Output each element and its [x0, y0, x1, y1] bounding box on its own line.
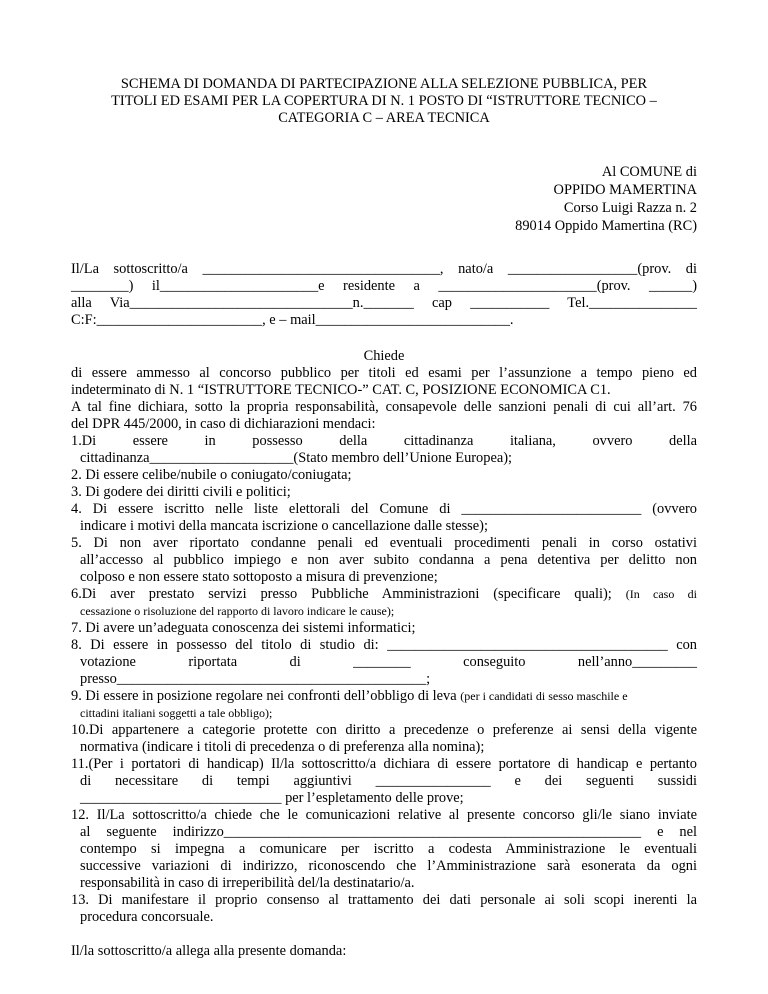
item-line: indicare i motivi della mancata iscrizione o cancellazione dalle stesse); — [80, 518, 488, 534]
declaration-item — [71, 722, 697, 756]
document-page — [71, 76, 697, 960]
declaration-item — [71, 433, 697, 467]
recipient-line: Al COMUNE di — [601, 164, 697, 180]
item-line: 13. Di manifestare il proprio consenso al trattamento dei dati personale ai soli scopi inerenti la — [71, 892, 697, 908]
item-line: normativa (indicare i titoli di precedenza o di preferenza alla nomina); — [80, 739, 485, 755]
item-line: 5. Di non aver riportato condanne penali ed eventuali procedimenti penali in corso ostativi — [71, 535, 697, 551]
item-line: 10.Di appartenere a categorie protette con diritto a precedenze o preferenze ai sensi della vigente — [71, 722, 697, 738]
item-line: votazione riportata di ________ conseguito nell’anno_________ — [80, 654, 697, 670]
title-line: SCHEMA DI DOMANDA DI PARTECIPAZIONE ALLA SELEZIONE PUBBLICA, PER — [120, 76, 648, 92]
declaration-item — [71, 535, 697, 586]
declaration-item — [71, 892, 697, 926]
item-line: 11.(Per i portatori di handicap) Il/la sottoscritto/a dichiara di essere portatore di handicap e pertanto — [71, 756, 697, 772]
item-line: colposo e non essere stato sottoposto a misura di prevenzione; — [80, 569, 438, 585]
item-note: (In caso di — [625, 587, 697, 601]
declarations-list — [71, 433, 697, 926]
chiede-heading: Chiede — [363, 348, 405, 364]
item-note: (per i candidati di sesso maschile e — [460, 689, 628, 703]
declaration-item: 2. Di essere celibe/nubile o coniugato/coniugata; — [71, 467, 352, 483]
item-line: 4. Di essere iscritto nelle liste elettorali del Comune di _________________________ (ovvero — [71, 501, 697, 517]
item-line: ____________________________ per l’espletamento delle prove; — [80, 790, 464, 806]
applicant-line: C:F:_______________________, e – mail___________________________. — [71, 312, 514, 328]
item-line: procedura concorsuale. — [80, 909, 214, 925]
declaration-item — [71, 807, 697, 892]
title-line: TITOLI ED ESAMI PER LA COPERTURA DI N. 1 POSTO DI “ISTRUTTORE TECNICO – — [111, 93, 657, 109]
recipient-line: OPPIDO MAMERTINA — [553, 182, 697, 198]
item-line: successive variazioni di indirizzo, riconoscendo che l’Amministrazione sarà esonerata da ogni — [80, 858, 697, 874]
document-title — [71, 76, 697, 127]
declaration-item — [71, 637, 697, 688]
declaration-item — [71, 501, 697, 535]
declaration-item — [71, 586, 697, 620]
item-text: 6.Di aver prestato servizi presso Pubbliche Amministrazioni (specificare quali); — [71, 586, 612, 602]
applicant-line: ________) il______________________e residente a ______________________(prov. ______) — [71, 278, 697, 294]
item-line: di necessitare di tempi aggiuntivi ________________ e dei seguenti sussidi — [80, 773, 697, 789]
applicant-details — [71, 261, 697, 329]
request-intro — [71, 365, 697, 433]
item-line: presso___________________________________________; — [80, 671, 431, 687]
attachments-heading: Il/la sottoscritto/a allega alla presente domanda: — [71, 943, 347, 959]
item-line — [71, 586, 697, 603]
intro-line: del DPR 445/2000, in caso di dichiarazioni mendaci: — [71, 416, 376, 432]
declaration-item — [71, 688, 697, 722]
item-note: cittadini italiani soggetti a tale obbligo); — [80, 706, 273, 720]
item-line: 12. Il/La sottoscritto/a chiede che le comunicazioni relative al presente concorso gli/le siano inviate — [71, 807, 697, 823]
applicant-line: Il/La sottoscritto/a _________________________________, nato/a __________________(prov. di — [71, 261, 697, 277]
item-line: 1.Di essere in possesso della cittadinanza italiana, ovvero della — [71, 433, 697, 449]
intro-line: di essere ammesso al concorso pubblico per titoli ed esami per l’assunzione a tempo pieno ed — [71, 365, 697, 381]
item-line: all’accesso al pubblico impiego e non aver subito condanna a pena detentiva per delitto non — [80, 552, 697, 568]
applicant-line: alla Via_______________________________n._______ cap ___________ Tel._______________ — [71, 295, 697, 311]
item-text: 9. Di essere in posizione regolare nei confronti dell’obbligo di leva — [71, 688, 457, 704]
item-line: 8. Di essere in possesso del titolo di studio di: _______________________________________ con — [71, 637, 697, 653]
declaration-item — [71, 756, 697, 807]
item-line: responsabilità in caso di irreperibilità del/la destinatario/a. — [80, 875, 415, 891]
item-line: cittadinanza____________________(Stato membro dell’Unione Europea); — [80, 450, 513, 466]
recipient-line: Corso Luigi Razza n. 2 — [563, 200, 697, 216]
intro-line: indeterminato di N. 1 “ISTRUTTORE TECNICO-” CAT. C, POSIZIONE ECONOMICA C1. — [71, 382, 611, 398]
declaration-item: 3. Di godere dei diritti civili e politici; — [71, 484, 291, 500]
item-line — [71, 688, 697, 705]
item-line: contempo si impegna a comunicare per iscritto a codesta Amministrazione le eventuali — [80, 841, 697, 857]
item-note: cessazione o risoluzione del rapporto di lavoro indicare le cause); — [80, 604, 395, 618]
intro-line: A tal fine dichiara, sotto la propria responsabilità, consapevole delle sanzioni penali di cui all’art. 76 — [71, 399, 697, 415]
title-line: CATEGORIA C – AREA TECNICA — [278, 110, 490, 126]
recipient-address — [71, 163, 697, 235]
declaration-item: 7. Di avere un’adeguata conoscenza dei sistemi informatici; — [71, 620, 416, 636]
item-line: al seguente indirizzo__________________________________________________________ e nel — [80, 824, 697, 840]
recipient-line: 89014 Oppido Mamertina (RC) — [515, 218, 697, 234]
